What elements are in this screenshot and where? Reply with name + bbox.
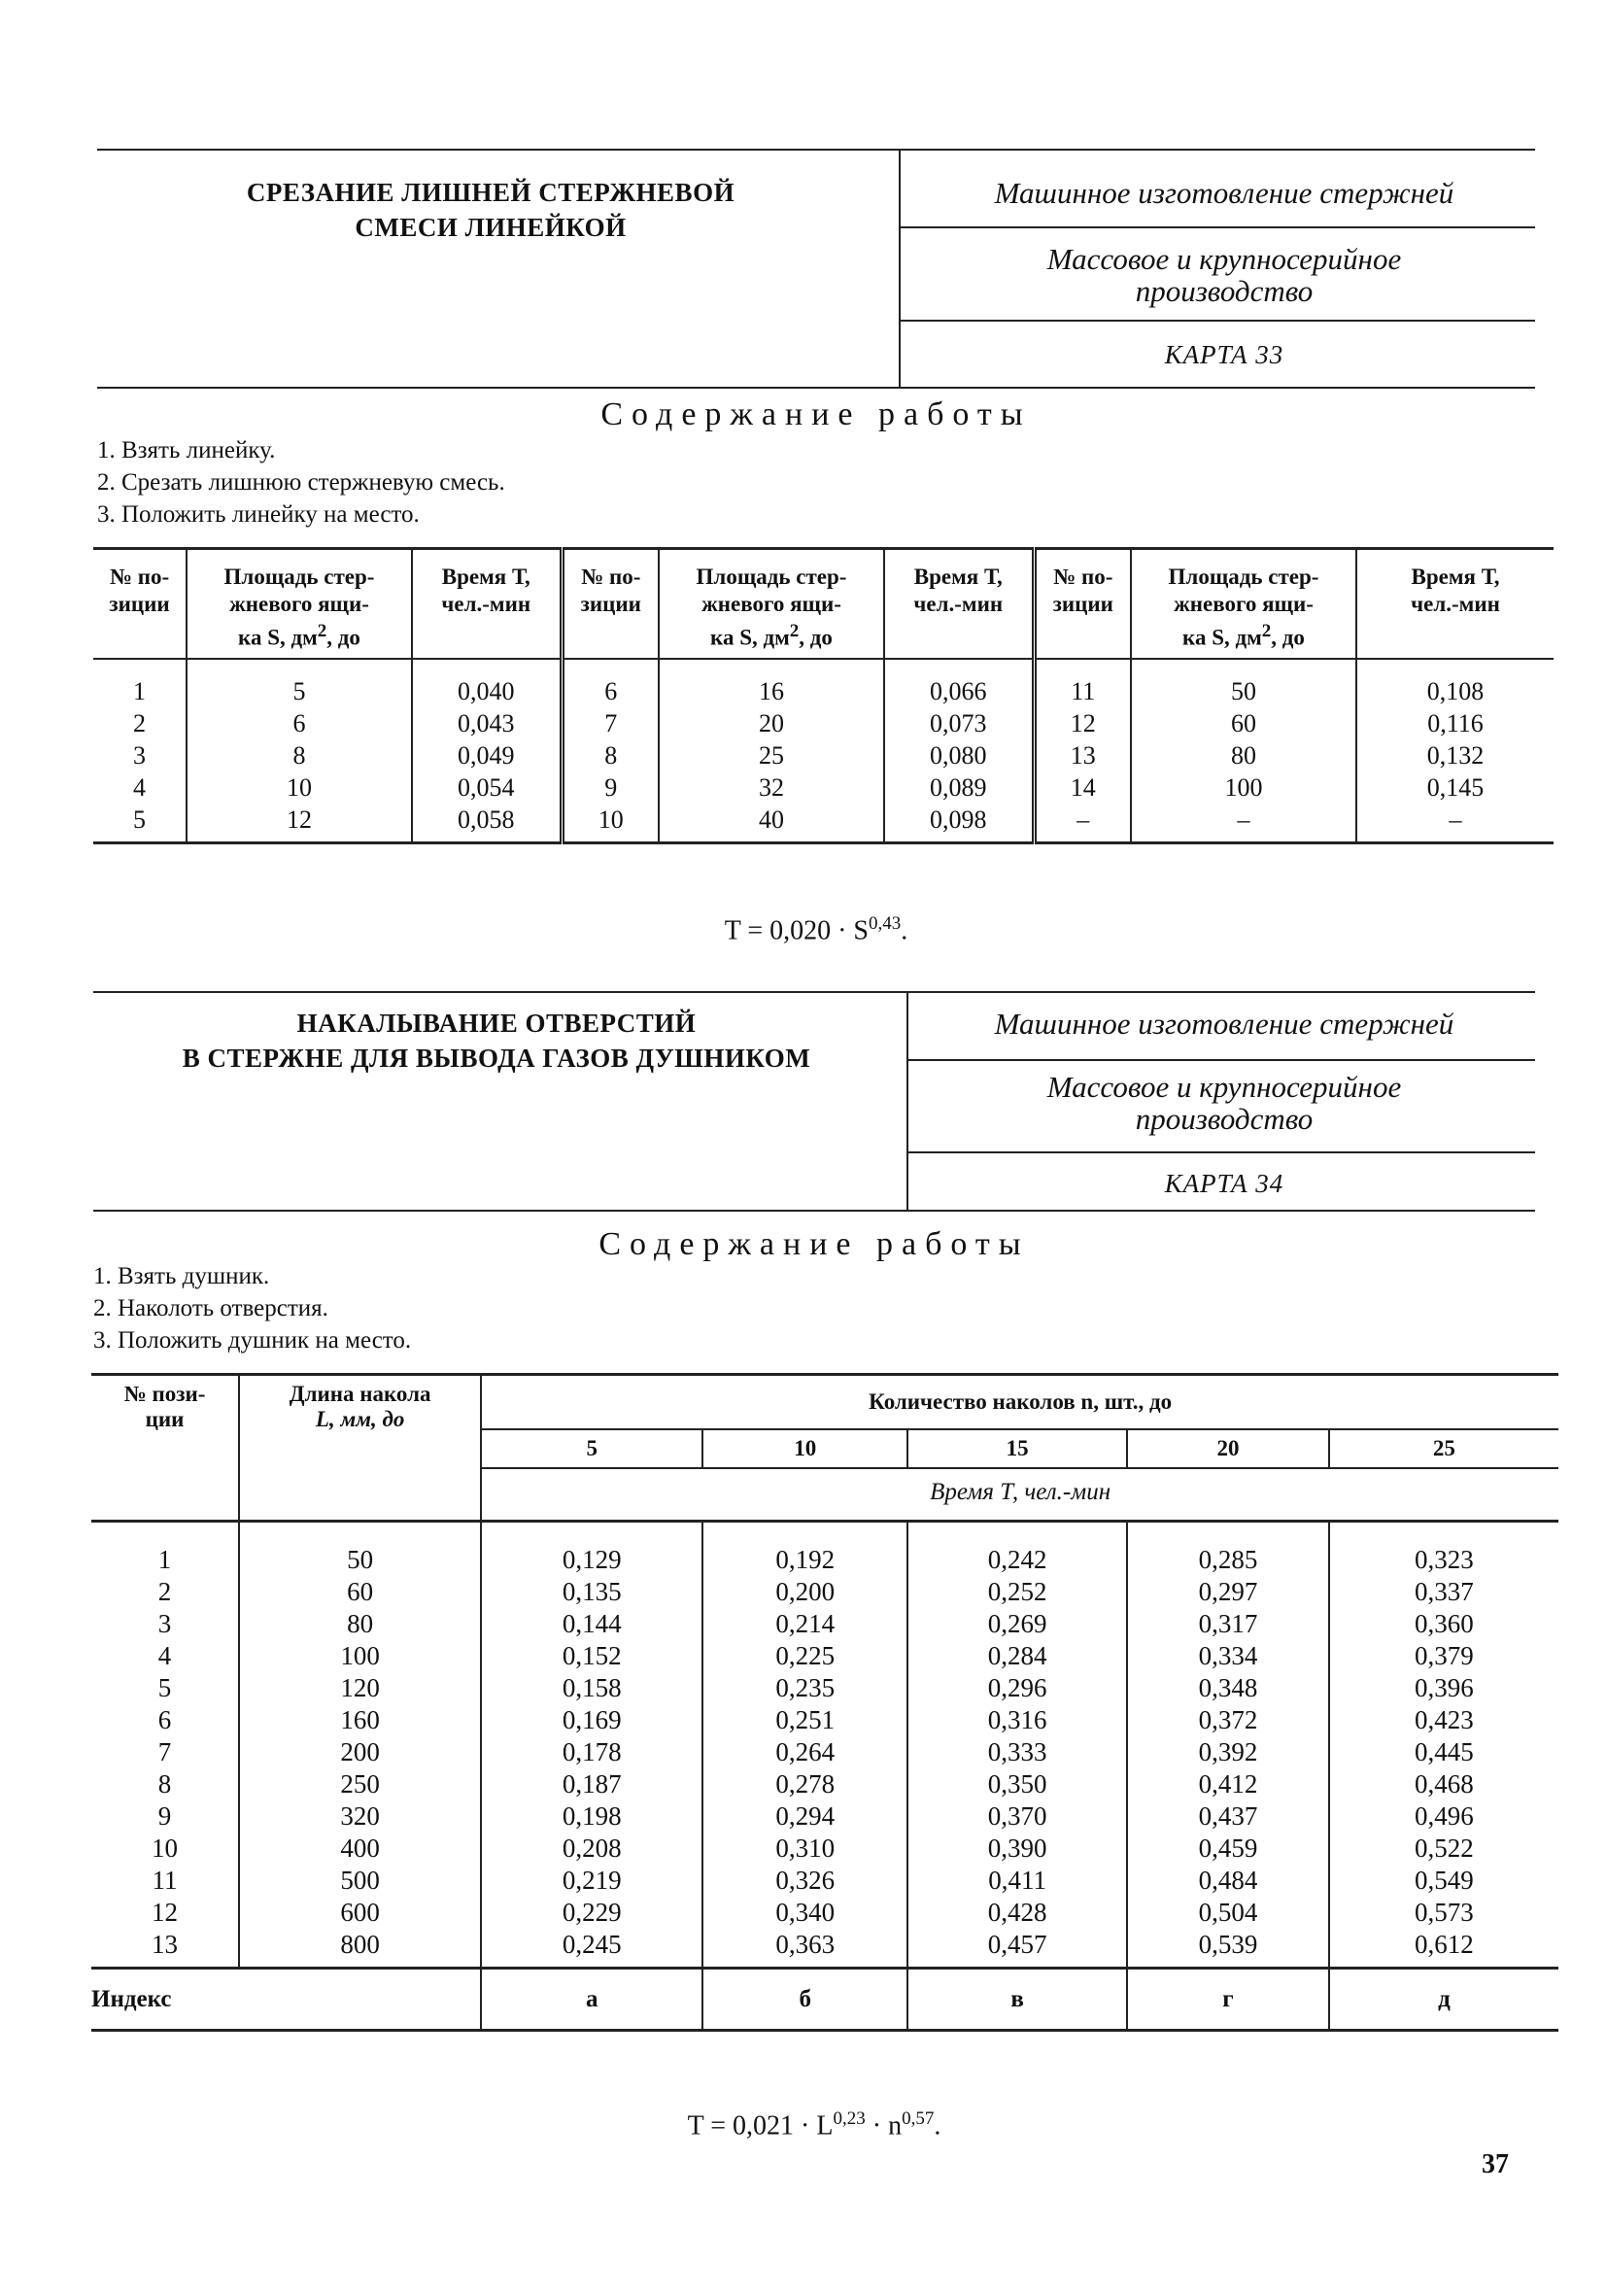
table-cell: 0,428 bbox=[907, 1897, 1127, 1929]
table-cell: 0,379 bbox=[1329, 1640, 1558, 1672]
table-cell: 500 bbox=[239, 1865, 481, 1897]
table-cell: 25 bbox=[659, 739, 884, 771]
time-header: Время Т, чел.-мин bbox=[481, 1468, 1558, 1522]
card33-production-line1: Массовое и крупносерийное bbox=[1046, 242, 1402, 276]
table-cell: 0,294 bbox=[702, 1800, 907, 1833]
table-cell: 0,145 bbox=[1356, 771, 1554, 804]
table-cell: 160 bbox=[239, 1704, 481, 1736]
table-cell: 11 bbox=[1034, 659, 1131, 707]
table-cell: 0,496 bbox=[1329, 1800, 1558, 1833]
table-cell: 9 bbox=[157, 1801, 172, 1831]
table-cell: 0,360 bbox=[1329, 1608, 1558, 1640]
header-text: Длина накола bbox=[289, 1382, 431, 1406]
table-cell: 0,484 bbox=[1127, 1865, 1329, 1897]
table-cell: 0,411 bbox=[907, 1865, 1127, 1897]
table-cell: 0,316 bbox=[907, 1704, 1127, 1736]
table-cell: 8 bbox=[562, 739, 659, 771]
table-cell: 0,337 bbox=[1329, 1576, 1558, 1608]
header-text: № пози- bbox=[123, 1382, 206, 1406]
table-cell: 3 bbox=[133, 740, 146, 770]
formula-exponent: 0,23 bbox=[833, 2108, 866, 2129]
card34-step: 2. Наколоть отверстия. bbox=[93, 1295, 328, 1321]
table-cell: 0,363 bbox=[702, 1929, 907, 1969]
card34-title-line2: В СТЕРЖНЕ ДЛЯ ВЫВОДА ГАЗОВ ДУШНИКОМ bbox=[182, 1044, 811, 1073]
table-cell: 6 bbox=[157, 1705, 172, 1734]
index-value: д bbox=[1329, 1969, 1558, 2031]
formula-exponent: 0,43 bbox=[869, 913, 902, 934]
table-cell: 11 bbox=[152, 1866, 178, 1895]
header-text: зиции bbox=[1052, 592, 1113, 616]
table-cell: 40 bbox=[659, 804, 884, 843]
card34-production bbox=[908, 1071, 1540, 1135]
table-cell: 0,390 bbox=[907, 1833, 1127, 1865]
table-cell: 0,459 bbox=[1127, 1833, 1329, 1865]
table-cell: 0,372 bbox=[1127, 1704, 1329, 1736]
table-cell: 0,285 bbox=[1127, 1522, 1329, 1577]
table-row bbox=[91, 1704, 1558, 1736]
table-cell: 3 bbox=[157, 1609, 172, 1638]
table-cell: 0,412 bbox=[1127, 1768, 1329, 1800]
table-cell: 1 bbox=[133, 676, 146, 705]
table-cell: 0,129 bbox=[481, 1522, 702, 1577]
table-cell: 13 bbox=[1034, 739, 1131, 771]
table-cell: 0,334 bbox=[1127, 1640, 1329, 1672]
table-cell: 0,252 bbox=[907, 1576, 1127, 1608]
index-value: б bbox=[702, 1969, 907, 2031]
table-cell: 80 bbox=[239, 1608, 481, 1640]
count-header: 15 bbox=[907, 1429, 1127, 1468]
card33-method: Машинное изготовление стержней bbox=[994, 176, 1454, 210]
table-cell: 100 bbox=[1131, 771, 1356, 804]
formula-text: T = 0,021 · L bbox=[687, 2110, 834, 2142]
card33-title-line2: СМЕСИ ЛИНЕЙКОЙ bbox=[355, 213, 627, 242]
card34-title-line1: НАКАЛЫВАНИЕ ОТВЕРСТИЙ bbox=[296, 1009, 697, 1038]
table-cell: 50 bbox=[1131, 659, 1356, 707]
table-row bbox=[91, 1522, 1558, 1577]
table-cell: 2 bbox=[133, 708, 146, 737]
table-cell: 0,539 bbox=[1127, 1929, 1329, 1969]
header-rule bbox=[908, 1151, 1535, 1153]
table-cell: 5 bbox=[93, 804, 187, 843]
page-number: 37 bbox=[1482, 2149, 1509, 2179]
table-cell: 16 bbox=[659, 659, 884, 707]
card33-step: 3. Положить линейку на место. bbox=[97, 501, 420, 528]
card34-steps bbox=[93, 1260, 411, 1356]
card33-table bbox=[93, 547, 1554, 844]
table-cell: 8 bbox=[187, 739, 412, 771]
header-text: ка S, дм bbox=[710, 625, 790, 650]
table-cell: 0,296 bbox=[907, 1672, 1127, 1704]
col-header-position bbox=[91, 1375, 239, 1522]
table-row bbox=[91, 1576, 1558, 1608]
table-cell: 0,214 bbox=[702, 1608, 907, 1640]
header-text: , до bbox=[1271, 625, 1305, 650]
table-cell: 10 bbox=[152, 1833, 178, 1863]
table-cell: 12 bbox=[187, 804, 412, 843]
header-text: , до bbox=[799, 625, 833, 650]
table-cell: 0,245 bbox=[481, 1929, 702, 1969]
table-cell: – bbox=[1356, 804, 1554, 843]
table-row bbox=[93, 707, 1554, 739]
table-row bbox=[91, 1640, 1558, 1672]
card33-title-line1: СРЕЗАНИЕ ЛИШНЕЙ СТЕРЖНЕВОЙ bbox=[246, 178, 735, 207]
table-row bbox=[91, 1672, 1558, 1704]
header-text: Время Т, bbox=[441, 565, 530, 589]
count-header: 10 bbox=[702, 1429, 907, 1468]
table-cell: 0,573 bbox=[1329, 1897, 1558, 1929]
header-text: чел.-мин bbox=[441, 592, 531, 616]
table-cell: 0,152 bbox=[481, 1640, 702, 1672]
formula-text: T = 0,020 · S bbox=[724, 915, 870, 946]
header-text: ка S, дм bbox=[1182, 625, 1262, 650]
header-exp: 2 bbox=[317, 621, 327, 641]
header-text: Время Т, bbox=[1411, 565, 1500, 589]
table-cell: 0,437 bbox=[1127, 1800, 1329, 1833]
table-cell: 0,251 bbox=[702, 1704, 907, 1736]
col-header-position bbox=[1034, 549, 1131, 659]
index-label: Индекс bbox=[91, 1969, 481, 2031]
table-cell: 0,340 bbox=[702, 1897, 907, 1929]
table-cell: 4 bbox=[133, 772, 146, 802]
table-cell: 5 bbox=[187, 659, 412, 707]
card33-step: 1. Взять линейку. bbox=[97, 437, 276, 463]
table-cell: 0,098 bbox=[884, 804, 1034, 843]
table-cell: 0,468 bbox=[1329, 1768, 1558, 1800]
header-text: жневого ящи- bbox=[701, 592, 841, 616]
table-row bbox=[91, 1897, 1558, 1929]
table-cell: 0,242 bbox=[907, 1522, 1127, 1577]
table-cell: 0,264 bbox=[702, 1736, 907, 1768]
table-cell: 0,135 bbox=[481, 1576, 702, 1608]
table-cell: 0,350 bbox=[907, 1768, 1127, 1800]
table-cell: 0,396 bbox=[1329, 1672, 1558, 1704]
header-exp: 2 bbox=[789, 621, 800, 641]
table-cell: 0,169 bbox=[481, 1704, 702, 1736]
table-cell: 13 bbox=[152, 1930, 178, 1959]
card33-title bbox=[97, 175, 884, 245]
table-row bbox=[91, 1800, 1558, 1833]
header-divider bbox=[899, 149, 901, 387]
table-cell: 60 bbox=[239, 1576, 481, 1608]
table-cell: 0,392 bbox=[1127, 1736, 1329, 1768]
col-header-time bbox=[1356, 549, 1554, 659]
table-cell: 14 bbox=[1034, 771, 1131, 804]
count-header: 5 bbox=[481, 1429, 702, 1468]
table-cell: 0,348 bbox=[1127, 1672, 1329, 1704]
count-header: 25 bbox=[1329, 1429, 1558, 1468]
table-cell: 0,208 bbox=[481, 1833, 702, 1865]
card34-step: 1. Взять душник. bbox=[93, 1263, 270, 1289]
header-exp: 2 bbox=[1261, 621, 1272, 641]
table-cell: 10 bbox=[187, 771, 412, 804]
card33-formula bbox=[97, 913, 1535, 946]
table-cell: 0,225 bbox=[702, 1640, 907, 1672]
table-cell: 0,423 bbox=[1329, 1704, 1558, 1736]
header-text: жневого ящи- bbox=[229, 592, 369, 616]
header-bottom-rule bbox=[93, 1210, 1535, 1212]
card34-production-line2: производство bbox=[1135, 1102, 1314, 1136]
header-text: ка S, дм bbox=[238, 625, 318, 650]
table-cell: 0,049 bbox=[412, 739, 562, 771]
table-cell: 80 bbox=[1131, 739, 1356, 771]
header-text: Площадь стер- bbox=[1168, 565, 1319, 589]
header-rule bbox=[908, 1059, 1535, 1061]
table-row bbox=[91, 1608, 1558, 1640]
table-cell: 0,073 bbox=[884, 707, 1034, 739]
table-cell: 20 bbox=[659, 707, 884, 739]
table-cell: 4 bbox=[157, 1641, 172, 1670]
table-cell: 9 bbox=[562, 771, 659, 804]
table-cell: 100 bbox=[239, 1640, 481, 1672]
table-cell: 0,198 bbox=[481, 1800, 702, 1833]
table-cell: 0,326 bbox=[702, 1865, 907, 1897]
table-cell: 0,269 bbox=[907, 1608, 1127, 1640]
index-value: а bbox=[481, 1969, 702, 2031]
card34-method: Машинное изготовление стержней bbox=[994, 1007, 1454, 1041]
card34-formula bbox=[93, 2108, 1535, 2142]
header-text: ции bbox=[145, 1407, 185, 1431]
table-cell: 0,200 bbox=[702, 1576, 907, 1608]
table-cell: 0,058 bbox=[412, 804, 562, 843]
table-row bbox=[91, 1833, 1558, 1865]
table-cell: 0,219 bbox=[481, 1865, 702, 1897]
table-cell: 10 bbox=[562, 804, 659, 843]
table-cell: 0,297 bbox=[1127, 1576, 1329, 1608]
table-cell: 0,612 bbox=[1329, 1929, 1558, 1969]
header-text: чел.-мин bbox=[913, 592, 1004, 616]
header-text: жневого ящи- bbox=[1174, 592, 1314, 616]
formula-text: . bbox=[934, 2110, 941, 2142]
table-row bbox=[91, 1865, 1558, 1897]
table-cell: 0,080 bbox=[884, 739, 1034, 771]
card33-number: КАРТА 33 bbox=[1164, 340, 1284, 369]
card34-title bbox=[93, 1006, 900, 1076]
table-cell: 0,089 bbox=[884, 771, 1034, 804]
card34-step: 3. Положить душник на место. bbox=[93, 1327, 412, 1354]
table-cell: 0,116 bbox=[1356, 707, 1554, 739]
table-row bbox=[93, 804, 1554, 843]
card33-production bbox=[904, 243, 1545, 307]
index-value: в bbox=[907, 1969, 1127, 2031]
count-header: 20 bbox=[1127, 1429, 1329, 1468]
table-cell: 0,158 bbox=[481, 1672, 702, 1704]
table-cell: 5 bbox=[157, 1673, 172, 1702]
table-cell: 6 bbox=[187, 707, 412, 739]
top-rule bbox=[97, 149, 1535, 151]
index-row bbox=[91, 1969, 1558, 2031]
table-cell: – bbox=[1131, 804, 1356, 843]
col-header-area bbox=[659, 549, 884, 659]
card34-number: КАРТА 34 bbox=[1164, 1169, 1284, 1198]
header-bottom-rule bbox=[97, 387, 1535, 389]
table-cell: 0,278 bbox=[702, 1768, 907, 1800]
table-cell: 0,132 bbox=[1356, 739, 1554, 771]
col-header-area bbox=[1131, 549, 1356, 659]
table-cell: 0,108 bbox=[1356, 659, 1554, 707]
header-text: № по- bbox=[581, 565, 641, 589]
header-rule bbox=[901, 320, 1535, 322]
header-text: L, мм, до bbox=[315, 1407, 405, 1431]
table-row bbox=[91, 1736, 1558, 1768]
card33-production-line2: производство bbox=[1135, 274, 1314, 308]
table-cell: 0,178 bbox=[481, 1736, 702, 1768]
card34-section-heading: Содержание работы bbox=[598, 1226, 1030, 1262]
formula-text: · n bbox=[865, 2110, 903, 2142]
table-cell: 0,370 bbox=[907, 1800, 1127, 1833]
card33-step: 2. Срезать лишнюю стержневую смесь. bbox=[97, 469, 505, 496]
table-row bbox=[93, 771, 1554, 804]
table-row bbox=[91, 1768, 1558, 1800]
table-row bbox=[93, 659, 1554, 707]
table-cell: 0,504 bbox=[1127, 1897, 1329, 1929]
col-header-length bbox=[239, 1375, 481, 1522]
table-cell: 0,187 bbox=[481, 1768, 702, 1800]
header-text: № по- bbox=[1053, 565, 1113, 589]
formula-exponent: 0,57 bbox=[902, 2108, 935, 2129]
header-rule bbox=[901, 226, 1535, 228]
table-row bbox=[93, 739, 1554, 771]
header-text: , до bbox=[326, 625, 360, 650]
col-header-position bbox=[93, 549, 187, 659]
col-header-time bbox=[884, 549, 1034, 659]
table-cell: 800 bbox=[239, 1929, 481, 1969]
table-cell: 250 bbox=[239, 1768, 481, 1800]
card33-section-heading: Содержание работы bbox=[600, 396, 1032, 432]
table-cell: 0,317 bbox=[1127, 1608, 1329, 1640]
table-cell: 0,054 bbox=[412, 771, 562, 804]
table-cell: 0,066 bbox=[884, 659, 1034, 707]
table-cell: 6 bbox=[562, 659, 659, 707]
table-cell: 0,192 bbox=[702, 1522, 907, 1577]
table-cell: 320 bbox=[239, 1800, 481, 1833]
table-cell: 50 bbox=[239, 1522, 481, 1577]
header-text: Время Т, bbox=[913, 565, 1003, 589]
card34-table bbox=[91, 1373, 1558, 2032]
header-text: зиции bbox=[109, 592, 170, 616]
table-cell: 60 bbox=[1131, 707, 1356, 739]
card33-steps bbox=[97, 434, 505, 531]
header-text: зиции bbox=[580, 592, 641, 616]
table-cell: 0,284 bbox=[907, 1640, 1127, 1672]
table-row bbox=[91, 1929, 1558, 1969]
header-text: № по- bbox=[109, 565, 170, 589]
table-cell: – bbox=[1034, 804, 1131, 843]
header-text: Площадь стер- bbox=[223, 565, 375, 589]
table-cell: 0,445 bbox=[1329, 1736, 1558, 1768]
table-cell: 32 bbox=[659, 771, 884, 804]
table-cell: 12 bbox=[152, 1898, 178, 1927]
table-cell: 0,229 bbox=[481, 1897, 702, 1929]
table-cell: 0,457 bbox=[907, 1929, 1127, 1969]
top-rule bbox=[93, 991, 1535, 993]
header-text: чел.-мин bbox=[1411, 592, 1500, 616]
card34-production-line1: Массовое и крупносерийное bbox=[1046, 1070, 1402, 1104]
table-cell: 7 bbox=[157, 1737, 172, 1766]
col-header-count: Количество наколов n, шт., до bbox=[481, 1375, 1558, 1430]
index-value: г bbox=[1127, 1969, 1329, 2031]
table-cell: 0,235 bbox=[702, 1672, 907, 1704]
table-cell: 7 bbox=[562, 707, 659, 739]
table-cell: 1 bbox=[91, 1522, 239, 1577]
col-header-position bbox=[562, 549, 659, 659]
table-cell: 200 bbox=[239, 1736, 481, 1768]
table-cell: 8 bbox=[157, 1769, 172, 1799]
table-cell: 0,333 bbox=[907, 1736, 1127, 1768]
table-cell: 0,522 bbox=[1329, 1833, 1558, 1865]
table-cell: 0,549 bbox=[1329, 1865, 1558, 1897]
table-cell: 0,323 bbox=[1329, 1522, 1558, 1577]
table-cell: 0,144 bbox=[481, 1608, 702, 1640]
header-text: Площадь стер- bbox=[696, 565, 847, 589]
col-header-time bbox=[412, 549, 562, 659]
table-cell: 600 bbox=[239, 1897, 481, 1929]
formula-text: . bbox=[901, 915, 908, 946]
table-cell: 0,310 bbox=[702, 1833, 907, 1865]
table-cell: 120 bbox=[239, 1672, 481, 1704]
table-cell: 0,043 bbox=[412, 707, 562, 739]
table-cell: 12 bbox=[1034, 707, 1131, 739]
col-header-area bbox=[187, 549, 412, 659]
table-cell: 2 bbox=[157, 1577, 172, 1606]
table-cell: 0,040 bbox=[412, 659, 562, 707]
table-cell: 400 bbox=[239, 1833, 481, 1865]
